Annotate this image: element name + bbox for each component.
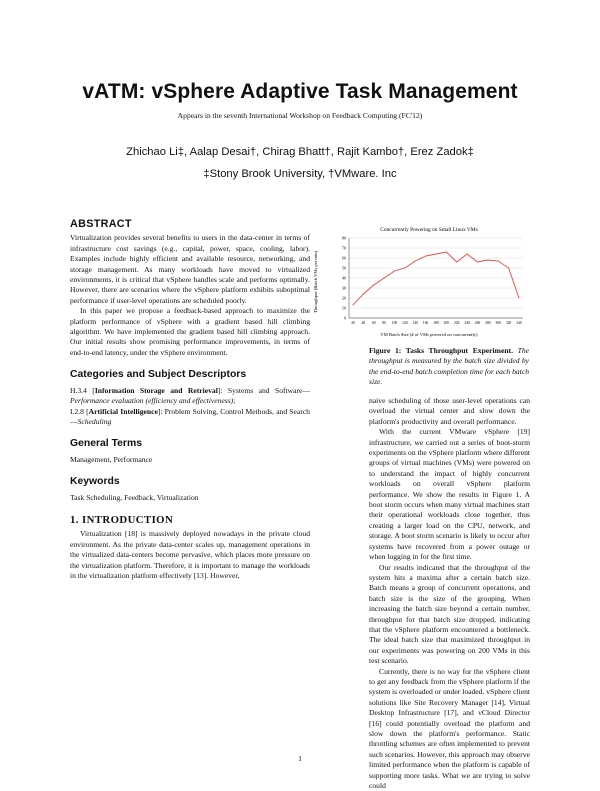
right-paragraph-1: With the current VMware vSphere [19] infrastructure, we carried out a series of boot-storm experiments on the vSphere platform where different groups of virtual machines (VMs) were powered on to understand the impact of highly concurrent workloads on overall vSphere platform performance. We show the results in Figure 1. A boot storm occurs when many virtual machines start their operational workloads close together, thus creating a larger load on the CPU, network, and storage. A boot storm scenario is likely to occur after systems have recovered from a power outage or when logging in for the first time. [369, 427, 530, 562]
x-tick-label: 300 [495, 321, 501, 325]
affiliations: ‡Stony Brook University, †VMware. Inc [203, 168, 397, 180]
keywords-heading: Keywords [70, 476, 120, 488]
data-point [477, 262, 478, 263]
introduction-paragraph-1: Virtualization [18] is massively deployed nowadays in the private cloud environment. As the private data-center scales up, management operations in the virtualized data-centers become pervasive, which places more pressure on the virtualization platform. Therefore, it is important to manage the workloads in the virtualization platform effectively [13]. However, [70, 529, 310, 580]
data-point [353, 305, 354, 306]
general-terms-text: Management, Performance [70, 454, 153, 464]
y-tick-label: 60 [342, 255, 346, 261]
keywords-text: Task Scheduling, Feedback, Virtualization [70, 492, 199, 502]
paper-title: vATM: vSphere Adaptive Task Management [82, 80, 518, 103]
data-point [363, 294, 364, 295]
throughput-chart [309, 220, 530, 340]
y-tick-label: 50 [342, 265, 346, 271]
data-point [487, 260, 488, 261]
author-list: Zhichao Li‡, Aalap Desai†, Chirag Bhatt†, Rajit Kambo†, Erez Zadok‡ [126, 146, 474, 158]
x-tick-label: 80 [382, 321, 386, 325]
x-tick-label: 320 [505, 321, 512, 325]
x-tick-label: 60 [371, 321, 376, 325]
data-point [456, 262, 457, 263]
data-point [519, 298, 520, 299]
right-column [369, 396, 530, 791]
x-tick-label: 260 [474, 321, 481, 325]
abstract-heading: ABSTRACT [70, 218, 132, 230]
x-tick-label: 180 [433, 321, 439, 325]
y-tick-label: 0 [344, 315, 346, 321]
right-paragraph-2: Our results indicated that the throughput of the system hits a maxima after a certain batch size. Batch means a group of concurrent operations, and batch size is the size of the grouping. When increasing the batch size beyond a certain number, throughput for that batch size dropped, indicating that the vSphere platform encountered a bottleneck. The ideal batch size that maximized throughput in our experiments was powering on 200 VMs in this test scenario. [369, 562, 530, 666]
x-tick-label: 160 [422, 321, 429, 325]
abstract-paragraph-2: In this paper we propose a feedback-based approach to maximize the platform performance of vSphere with a gradient based hill climbing algorithm. We have implemented the gradient based hill climbing approach. Our initial results show promising performance improvements, in terms of end-to-end latency, under the vSphere environment. [70, 306, 310, 357]
x-tick-label: 240 [464, 321, 470, 325]
y-tick-label: 10 [342, 305, 346, 311]
chart-y-label: Throughput (Batch VMs per min) [313, 250, 318, 314]
paper-subtitle: Appears in the seventh International Workshop on Feedback Computing (FC'12) [177, 111, 423, 120]
chart-title: Concurrently Powering on Small Linux VMs [380, 227, 478, 233]
right-paragraph-0: naive scheduling of those user-level operations can overload the virtual center and slow down the platform's productivity and overall performance. [369, 396, 530, 426]
data-point [498, 261, 499, 262]
data-point [384, 278, 385, 279]
x-tick-label: 40 [361, 321, 366, 325]
figure-caption: Figure 1: Tasks Throughput Experiment. The throughput is measured by the batch size divided by the end-to-end batch completion time for each batch size. [369, 346, 529, 387]
x-tick-label: 340 [516, 321, 522, 325]
x-tick-label: 200 [443, 321, 450, 325]
data-point [373, 285, 374, 286]
y-tick-label: 80 [342, 235, 346, 241]
introduction-heading: 1. INTRODUCTION [70, 513, 174, 526]
data-point [404, 268, 405, 269]
page-number: 1 [298, 754, 302, 763]
y-tick-label: 20 [342, 295, 346, 301]
data-point [446, 252, 447, 253]
abstract-paragraph-1: Virtualization provides several benefits to users in the data-center in terms of infrastructure cost savings (e.g., capital, power, space, cooling, labor). Examples include highly efficient and available resource, networking, and storage management. As many workloads have moved to virtualized environments, it is critical that vSphere handles scale and performs optimally. However, there are scenarios where the vSphere platform exhibits suboptimal performance if user-level operations are scheduled poorly. [70, 233, 310, 305]
right-paragraph-3: Currently, there is no way for the vSphere client to get any feedback from the vSphere platform if the system is overloaded or under loaded. vSphere client solutions like Site Recovery Manager [14], Virtual Desktop Infrastructure [17], and vCloud Director [16] could potentially overload the platform and slow down the platform's performance. Static throttling schemes are often implemented to prevent such scenarios. However, this approach may observe limited performance when the platform is capable of supporting more tasks. What we are trying to solve could [369, 666, 530, 791]
x-tick-label: 120 [402, 321, 408, 325]
data-point [415, 261, 416, 262]
categories-heading: Categories and Subject Descriptors [70, 369, 247, 381]
y-tick-label: 40 [342, 275, 346, 281]
throughput-series-line [353, 252, 519, 305]
chart-plot-area [342, 236, 523, 326]
x-tick-label: 20 [351, 321, 355, 325]
left-column [70, 219, 310, 581]
x-tick-label: 100 [391, 321, 398, 325]
data-point [467, 254, 468, 255]
y-tick-label: 30 [342, 285, 346, 291]
general-terms-heading: General Terms [70, 438, 142, 450]
data-point [425, 256, 426, 257]
x-tick-label: 280 [485, 321, 491, 325]
data-point [436, 254, 437, 255]
categories-line-1: H.3.4 [Information Storage and Retrieval]: Systems and Software—Performance evaluation (efficiency and effectiveness); [70, 385, 310, 406]
x-tick-label: 140 [412, 321, 418, 325]
data-point [394, 271, 395, 272]
data-point [508, 268, 509, 269]
x-tick-label: 220 [454, 321, 460, 325]
categories-line-2: I.2.8 [Artificial Intelligence]: Problem Solving, Control Methods, and Search—Scheduling [70, 406, 310, 426]
chart-x-label: VM Batch Size (# of VMs powered on concurrently) [380, 332, 478, 337]
y-tick-label: 70 [342, 245, 346, 251]
